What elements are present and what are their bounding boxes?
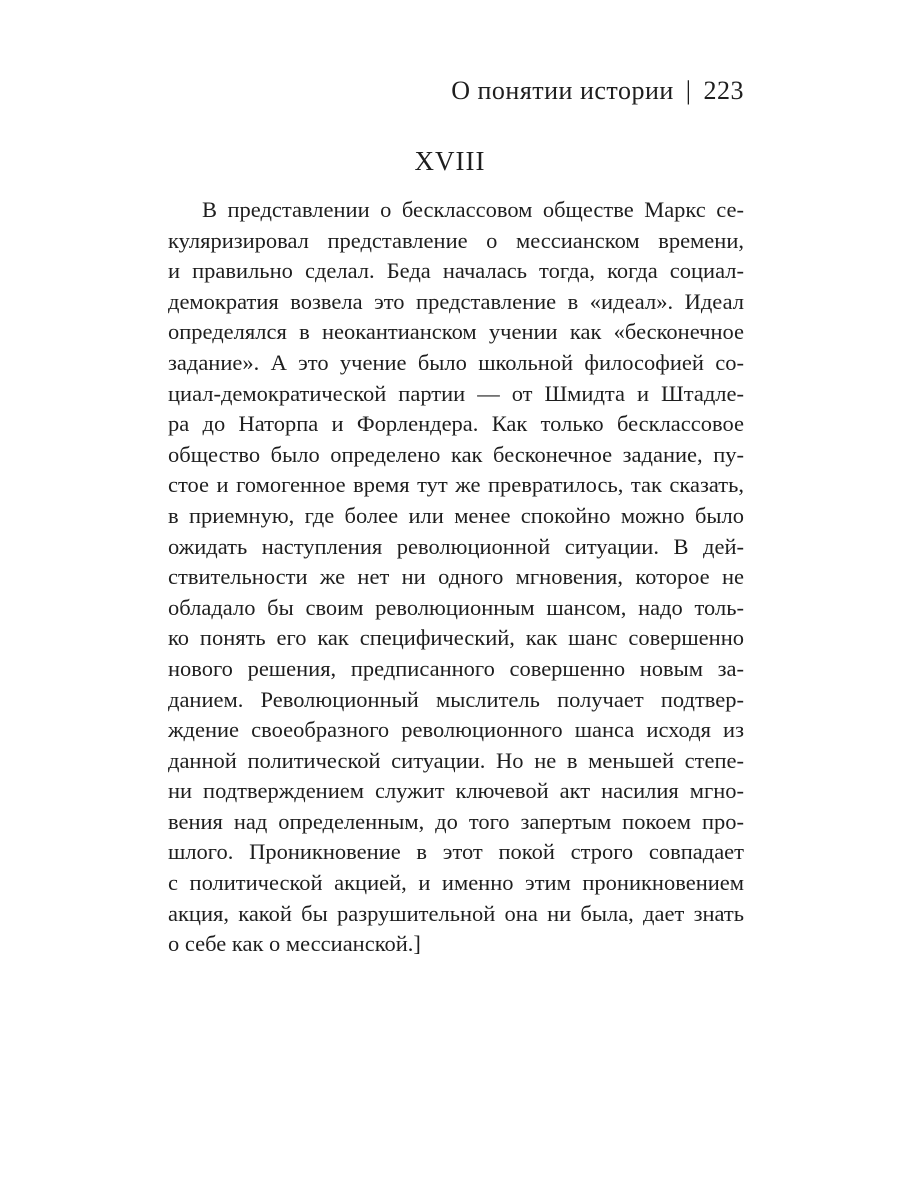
text-line: определялся в неокантианском учении как «бесконечное: [168, 319, 744, 345]
text-line: данием. Революционный мыслитель получает подтвер-: [168, 686, 744, 712]
text-line: задание». А это учение было школьной философией со-: [168, 349, 744, 375]
text-line: вения над определенным, до того запертым покоем про-: [168, 808, 744, 834]
page-number: 223: [703, 76, 744, 105]
text-line: демократия возвела это представление в «идеал». Идеал: [168, 288, 744, 314]
text-line: куляризировал представление о мессианском времени,: [168, 227, 744, 253]
text-line: ствительности же нет ни одного мгновения, которое не: [168, 564, 744, 590]
text-line: о себе как о мессианской.]: [168, 931, 421, 957]
text-line: ко понять его как специфический, как шанс совершенно: [168, 625, 744, 651]
text-line: акция, какой бы разрушительной она ни была, дает знать: [168, 900, 744, 926]
chapter-number: XVIII: [414, 146, 486, 176]
text-line: в приемную, где более или менее спокойно можно было: [168, 502, 744, 528]
text-line: циал-демократической партии — от Шмидта и Штадле-: [168, 380, 744, 406]
text-line: ожидать наступления революционной ситуации. В дей-: [168, 533, 744, 559]
text-line: ждение своеобразного революционного шанса исходя из: [168, 717, 744, 743]
running-head: [451, 76, 744, 106]
text-line: шлого. Проникновение в этот покой строго совпадает: [168, 839, 744, 865]
text-line: стое и гомогенное время тут же превратилось, так сказать,: [168, 472, 744, 498]
body-paragraph: [168, 195, 744, 960]
running-title: О понятии истории: [451, 76, 674, 105]
text-line: и правильно сделал. Беда началась тогда, когда социал-: [168, 258, 744, 284]
text-line: ни подтверждением служит ключевой акт насилия мгно-: [168, 778, 744, 804]
header-separator: |: [685, 76, 692, 105]
text-line: обладало бы своим революционным шансом, надо толь-: [168, 594, 744, 620]
text-line: В представлении о бесклассовом обществе Маркс се-: [202, 197, 744, 222]
text-line: данной политической ситуации. Но не в меньшей степе-: [168, 747, 744, 773]
text-line: с политической акцией, и именно этим проникновением: [168, 870, 744, 896]
text-line: общество было определено как бесконечное задание, пу-: [168, 441, 744, 467]
text-line: нового решения, предписанного совершенно новым за-: [168, 655, 744, 681]
text-line: ра до Наторпа и Форлендера. Как только бесклассовое: [168, 411, 744, 437]
